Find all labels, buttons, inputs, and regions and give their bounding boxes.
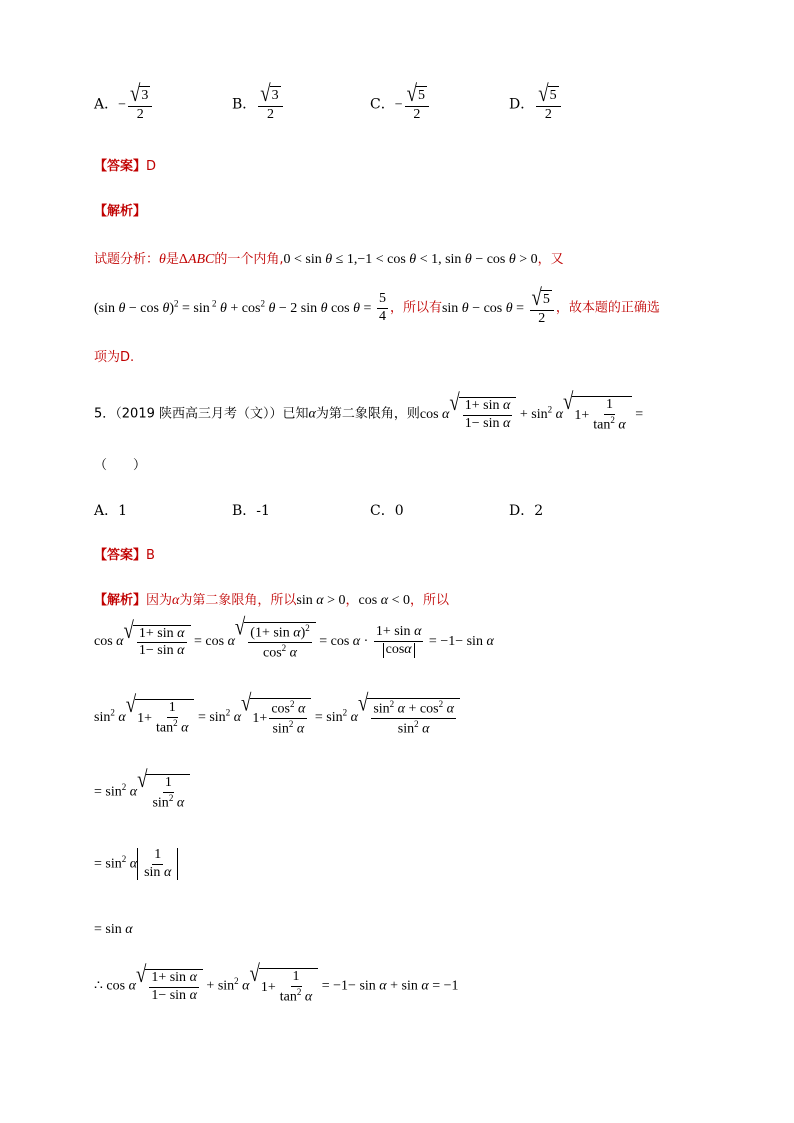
- q4-option-a: A．− √ 3 2: [94, 86, 154, 123]
- q5-derivation-final: ∴ cos α √ $\frac{\text{1+ sin α}}{\text{1− sin α}}$ + $\sin^2 \alpha$ √ 1+ $\frac{1}{\tan^2 \alpha}$ = −1− sin α + sin α = −1: [94, 960, 459, 1005]
- q5-derivation-1: cos α √ $\frac{\text{1+ sin α}}{\text{1− sin α}}$ = cos α √ $\frac{(1+ \sin \alpha)^2}{\cos^2 \alpha}$ = cos α · 1+ sin α cos α = −1− sin α: [94, 614, 494, 661]
- q5-derivation-3: = $\sin^2 \alpha$ √ $\frac{1}{\sin^2 \alpha}$: [94, 774, 190, 811]
- q4-analysis-line2: (sin θ − cos θ)$^2$ = sin $^2$ $\theta + \cos^2 \theta - 2$ sin θ cos θ = $\frac{5}{4}$ ，所以有sin θ − cos θ = √ 5 2 ，故本题的正确选: [94, 285, 660, 326]
- q5-derivation-5: = sin α: [94, 922, 133, 937]
- q5-blank: （ ）: [94, 458, 147, 473]
- q4-option-d: D． √ 5 2: [509, 86, 563, 123]
- q5-option-c: C．0: [370, 503, 404, 519]
- q5-stem: 5．（2019 陕西高三月考（文））已知α为第二象限角，则cos α √ $\frac{\text{1+ sin α}}{\text{1− sin α}}$ + $\sin^2 \alpha$ √ 1+ $\frac{1}{\tan^2 \alpha}$ =: [94, 388, 644, 433]
- q5-derivation-4: = $\sin^2 \alpha$ $\frac{1}{\text{sin α}}$: [94, 848, 178, 880]
- q4-analysis-label: 【解析】: [94, 204, 147, 219]
- q5-option-d: D．2: [509, 503, 544, 519]
- q5-option-b: B．-1: [232, 503, 270, 519]
- q5-option-a: A．1: [94, 503, 128, 519]
- q4-analysis-line1: 试题分析：θ是ΔABC的一个内角,0 < sin θ ≤ 1,−1 < cos θ < 1, sin θ − cos θ > 0，又: [94, 252, 564, 267]
- q4-answer: 【答案】D: [94, 159, 157, 174]
- q4-analysis-line3: 项为D.: [94, 350, 135, 365]
- q5-analysis-line1: 【解析】因为α为第二象限角，所以sin α > 0，cos α < 0，所以: [94, 593, 449, 608]
- q4-option-b: B． √ 3 2: [232, 86, 285, 123]
- q5-derivation-2: $\sin^2 \alpha$ √ 1+ $\frac{1}{\tan^2 \alpha}$ = $\sin^2 \alpha$ √ 1+ $\frac{\cos^2 \alpha}{\sin^2 \alpha}$ = $\sin^2 \alpha$ √ $\frac{\sin^2 \alpha + \cos^2 \alpha}{\sin^2 \alpha}$: [94, 698, 460, 738]
- q5-answer: 【答案】B: [94, 548, 155, 563]
- q4-option-c: C．− √ 5 2: [370, 86, 431, 123]
